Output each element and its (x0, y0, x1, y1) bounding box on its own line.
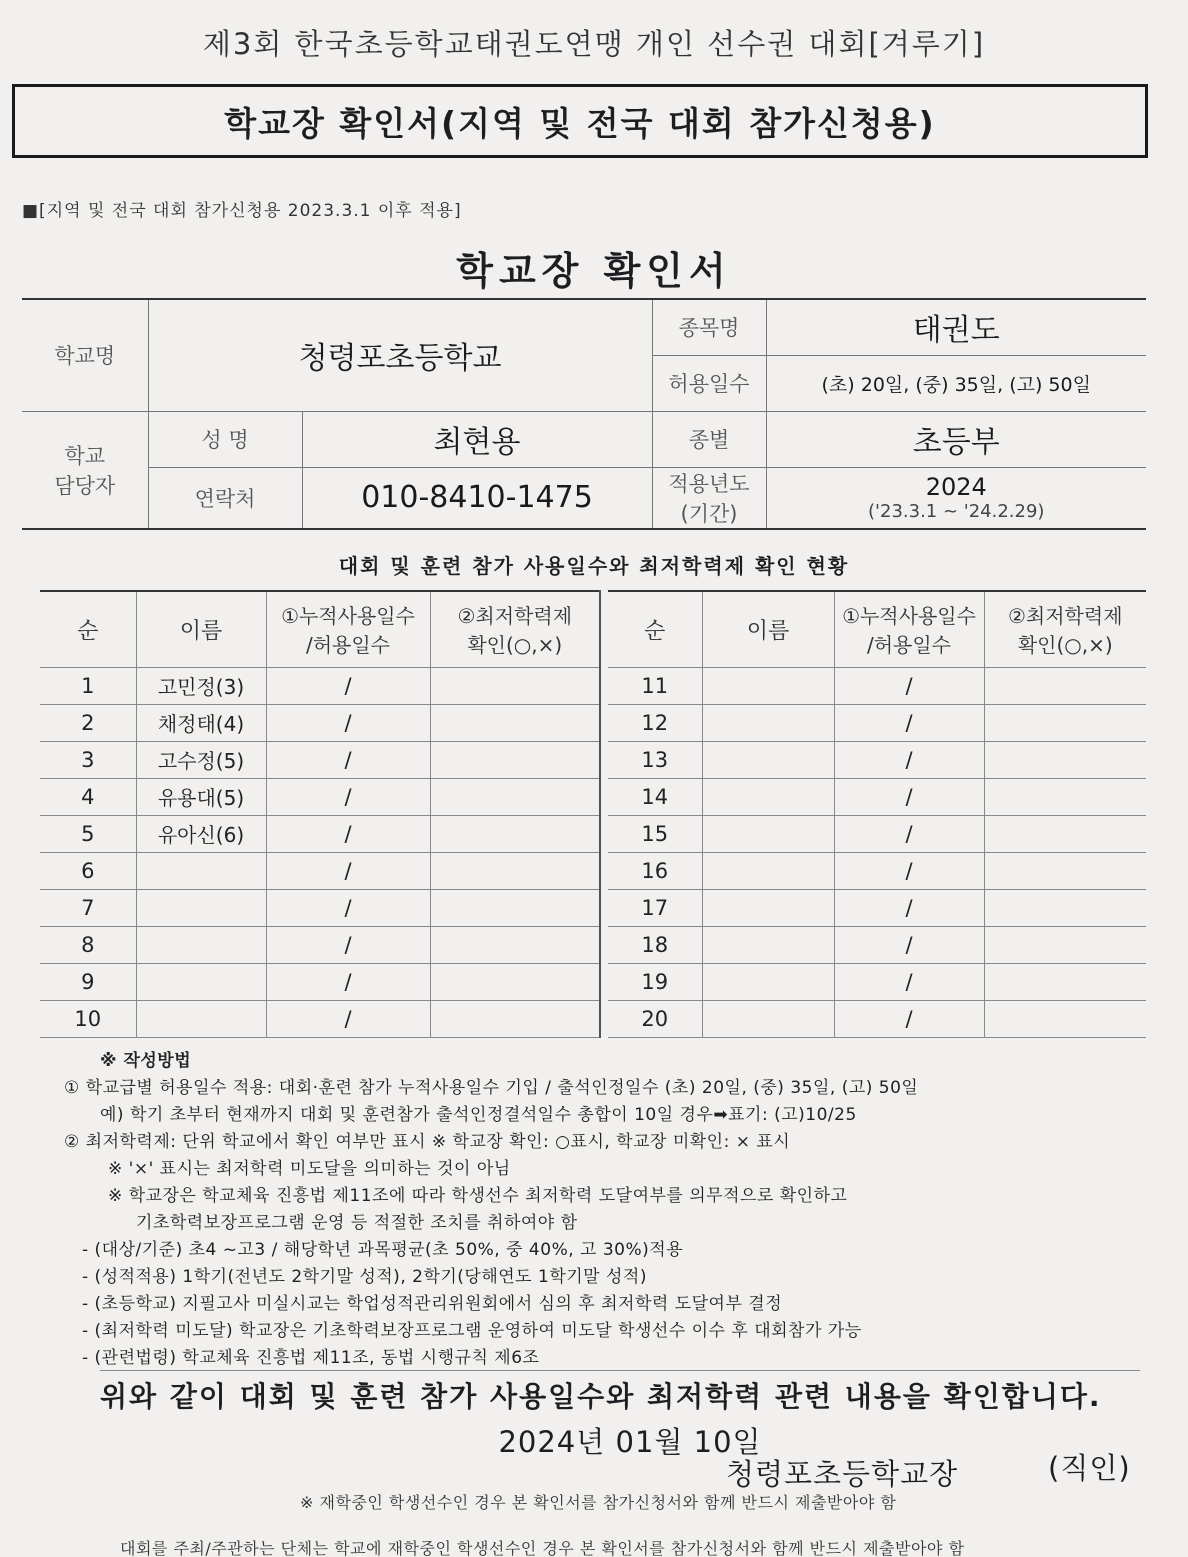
contact-person-label-line2: 담당자 (54, 473, 116, 498)
row-check (430, 667, 600, 704)
row-no: 10 (40, 1000, 136, 1037)
row-days: / (266, 889, 430, 926)
instruction-line: - (관련법령) 학교체육 진흥법 제11조, 동법 시행규칙 제6조 (82, 1348, 540, 1368)
table-row (40, 926, 600, 963)
instruction-line: - (초등학교) 지필고사 미실시교는 학업성적관리위원회에서 심의 후 최저학력 도달여부 결정 (82, 1294, 783, 1314)
division-label: 종별 (652, 411, 766, 467)
row-check (430, 815, 600, 852)
table-row (40, 1000, 600, 1037)
col-header-days (266, 591, 430, 667)
table-row (608, 815, 1146, 852)
instruction-line: - (대상/기준) 초4 ~고3 / 해당학년 과목평균(초 50%, 중 40%, 고 30%)적용 (82, 1240, 684, 1260)
row-check (984, 1000, 1146, 1037)
table-row (40, 963, 600, 1000)
table-row (608, 741, 1146, 778)
form-title: 학교장 확인서 (456, 249, 732, 293)
row-check (984, 852, 1146, 889)
row-no: 5 (40, 815, 136, 852)
col-header-days (834, 591, 984, 667)
phone-label: 연락처 (148, 467, 302, 529)
instruction-line: ① 학교급별 허용일수 적용: 대회·훈련 참가 누적사용일수 기입 / 출석인정일수 (초) 20일, (중) 35일, (고) 50일 (64, 1078, 919, 1098)
instructions-heading: ※ 작성방법 (100, 1051, 192, 1071)
row-name (136, 926, 266, 963)
row-name (702, 889, 834, 926)
row-name (702, 667, 834, 704)
row-name: 고민정(3) (136, 667, 266, 704)
sport-label: 종목명 (652, 299, 766, 355)
event-title: 제3회 한국초등학교태권도연맹 개인 선수권 대회[겨루기] (202, 27, 986, 61)
row-days: / (834, 852, 984, 889)
col-header-days-line1: ①누적사용일수 (281, 604, 415, 629)
year-value: 2024 (925, 473, 987, 502)
document-title-box: 학교장 확인서(지역 및 전국 대회 참가신청용) (12, 84, 1148, 158)
row-check (430, 889, 600, 926)
row-check (430, 852, 600, 889)
year-label (652, 467, 766, 529)
row-no: 20 (608, 1000, 702, 1037)
name-value: 최현용 (302, 411, 652, 467)
row-name (702, 926, 834, 963)
instruction-line: 예) 학기 초부터 현재까지 대회 및 훈련참가 출석인정결석일수 총합이 10일 경우➡표기: (고)10/25 (100, 1105, 857, 1125)
col-header-check (430, 591, 600, 667)
row-check (984, 963, 1146, 1000)
row-no: 13 (608, 741, 702, 778)
row-name (702, 852, 834, 889)
col-header-days-line1: ①누적사용일수 (842, 604, 976, 629)
sport-value: 태권도 (766, 299, 1146, 355)
row-name: 채정태(4) (136, 704, 266, 741)
row-name (702, 815, 834, 852)
contact-person-label-line1: 학교 (64, 443, 106, 468)
row-no: 11 (608, 667, 702, 704)
row-days: / (266, 815, 430, 852)
row-check (430, 963, 600, 1000)
section-title: 대회 및 훈련 참가 사용일수와 최저학력제 확인 현황 (338, 554, 850, 578)
name-label: 성 명 (148, 411, 302, 467)
instructions (64, 1048, 1144, 1372)
allowed-days-value: (초) 20일, (중) 35일, (고) 50일 (766, 355, 1146, 411)
row-no: 9 (40, 963, 136, 1000)
contact-person-label (22, 411, 148, 529)
row-days: / (266, 963, 430, 1000)
col-header-check (984, 591, 1146, 667)
year-value-cell (766, 467, 1146, 529)
row-no: 4 (40, 778, 136, 815)
row-check (984, 741, 1146, 778)
row-name (136, 852, 266, 889)
school-info-table (22, 298, 1146, 530)
row-name (136, 889, 266, 926)
row-name (136, 963, 266, 1000)
table-row (608, 963, 1146, 1000)
row-check (430, 778, 600, 815)
row-check (984, 815, 1146, 852)
row-name: 고수정(5) (136, 741, 266, 778)
school-name-value: 청령포초등학교 (148, 299, 652, 411)
row-check (984, 889, 1146, 926)
instruction-line: ※ 학교장은 학교체육 진흥법 제11조에 따라 학생선수 최저학력 도달여부를 의무적으로 확인하고 (108, 1186, 848, 1206)
row-days: / (266, 741, 430, 778)
row-days: / (266, 704, 430, 741)
row-no: 17 (608, 889, 702, 926)
table-row (40, 704, 600, 741)
row-no: 12 (608, 704, 702, 741)
row-no: 2 (40, 704, 136, 741)
col-header-days-line2: /허용일수 (305, 633, 391, 658)
issue-date: 2024년 01월 10일 (498, 1425, 762, 1459)
allowed-days-label: 허용일수 (652, 355, 766, 411)
row-no: 14 (608, 778, 702, 815)
row-no: 8 (40, 926, 136, 963)
row-name (136, 1000, 266, 1037)
row-check (984, 667, 1146, 704)
instruction-line: - (최저학력 미도달) 학교장은 기초학력보장프로그램 운영하여 미도달 학생선수 이수 후 대회참가 가능 (82, 1321, 862, 1341)
table-row (40, 667, 600, 704)
roster-table-right (608, 590, 1146, 1038)
cutoff-footnote: 대회를 주최/주관하는 단체는 학교에 재학중인 학생선수인 경우 본 확인서를 참가신청서와 함께 반드시 제출받아야 함 (120, 1539, 965, 1557)
row-days: / (834, 704, 984, 741)
row-check (984, 704, 1146, 741)
year-label-line1: 적용년도 (668, 471, 750, 496)
row-name (702, 704, 834, 741)
row-name (702, 778, 834, 815)
col-header-name: 이름 (702, 591, 834, 667)
col-header-no: 순 (40, 591, 136, 667)
instruction-line: ② 최저학력제: 단위 학교에서 확인 여부만 표시 ※ 학교장 확인: ○표시, 학교장 미확인: × 표시 (64, 1132, 791, 1152)
row-no: 3 (40, 741, 136, 778)
row-no: 6 (40, 852, 136, 889)
instruction-line: ※ '×' 표시는 최저학력 미도달을 의미하는 것이 아님 (108, 1159, 511, 1179)
submission-footnote: ※ 재학중인 학생선수인 경우 본 확인서를 참가신청서와 함께 반드시 제출받아야 함 (300, 1493, 897, 1512)
row-check (984, 778, 1146, 815)
col-header-name: 이름 (136, 591, 266, 667)
table-row (40, 852, 600, 889)
row-days: / (834, 667, 984, 704)
table-row (608, 704, 1146, 741)
col-header-check-line2: 확인(○,×) (1017, 633, 1113, 658)
row-no: 15 (608, 815, 702, 852)
row-name: 유아신(6) (136, 815, 266, 852)
school-name-label: 학교명 (22, 299, 148, 411)
row-days: / (266, 1000, 430, 1037)
row-no: 7 (40, 889, 136, 926)
row-name: 유용대(5) (136, 778, 266, 815)
official-seal-label: (직인) (1048, 1451, 1131, 1485)
instruction-line: - (성적적용) 1학기(전년도 2학기말 성적), 2학기(당해연도 1학기말 성적) (82, 1267, 647, 1287)
row-days: / (834, 815, 984, 852)
row-days: / (834, 741, 984, 778)
division-value: 초등부 (766, 411, 1146, 467)
row-days: / (834, 889, 984, 926)
row-days: / (266, 667, 430, 704)
row-days: / (266, 926, 430, 963)
phone-value: 010-8410-1475 (302, 467, 652, 529)
table-row (40, 778, 600, 815)
table-row (40, 889, 600, 926)
application-note: ■[지역 및 전국 대회 참가신청용 2023.3.1 이후 적용] (22, 201, 462, 221)
row-days: / (834, 926, 984, 963)
row-days: / (834, 1000, 984, 1037)
table-row (608, 926, 1146, 963)
row-days: / (834, 963, 984, 1000)
row-name (702, 963, 834, 1000)
roster-table-left (40, 590, 601, 1038)
table-row (40, 815, 600, 852)
period-value: ('23.3.1 ~ '24.2.29) (868, 501, 1045, 523)
instruction-line: 기초학력보장프로그램 운영 등 적절한 조치를 취하여야 함 (136, 1213, 578, 1233)
table-row (608, 852, 1146, 889)
row-no: 1 (40, 667, 136, 704)
row-no: 19 (608, 963, 702, 1000)
row-no: 16 (608, 852, 702, 889)
col-header-days-line2: /허용일수 (866, 633, 952, 658)
row-days: / (834, 778, 984, 815)
year-label-line2: (기간) (680, 501, 738, 526)
row-check (984, 926, 1146, 963)
table-row (608, 778, 1146, 815)
row-check (430, 741, 600, 778)
row-check (430, 704, 600, 741)
row-name (702, 741, 834, 778)
col-header-check-line1: ②최저학력제 (457, 604, 573, 629)
col-header-check-line1: ②최저학력제 (1007, 604, 1123, 629)
row-check (430, 926, 600, 963)
row-check (430, 1000, 600, 1037)
confirmation-statement: 위와 같이 대회 및 훈련 참가 사용일수와 최저학력 관련 내용을 확인합니다. (100, 1370, 1140, 1415)
table-row (608, 1000, 1146, 1037)
row-name (702, 1000, 834, 1037)
table-row (608, 667, 1146, 704)
principal-signature: 청령포초등학교장 (726, 1457, 959, 1491)
table-row (608, 889, 1146, 926)
table-row (40, 741, 600, 778)
col-header-check-line2: 확인(○,×) (467, 633, 563, 658)
row-days: / (266, 852, 430, 889)
row-days: / (266, 778, 430, 815)
col-header-no: 순 (608, 591, 702, 667)
row-no: 18 (608, 926, 702, 963)
